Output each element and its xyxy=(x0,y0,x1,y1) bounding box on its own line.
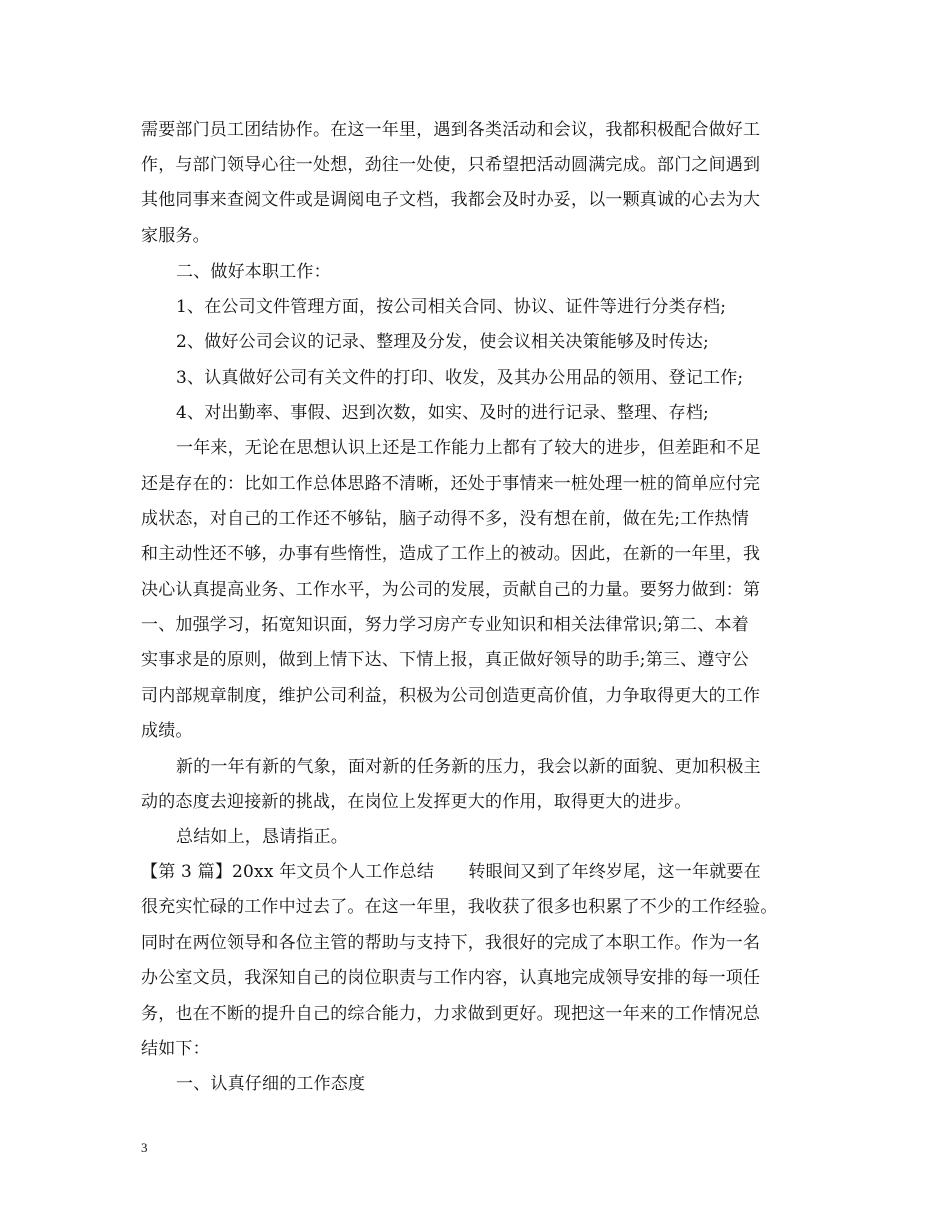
section-heading: 一、认真仔细的工作态度 xyxy=(176,1074,366,1094)
text-line: 和主动性还不够，办事有些惰性，造成了工作上的被动。因此，在新的一年里，我 xyxy=(141,544,761,564)
text-line: 办公室文员，我深知自己的岗位职责与工作内容，认真地完成领导安排的每一项任 xyxy=(141,968,761,988)
page-number: 3 xyxy=(141,1140,148,1155)
text-line: 结如下： xyxy=(141,1039,210,1059)
list-item: 2、做好公司会议的记录、整理及分发，使会议相关决策能够及时传达; xyxy=(176,332,709,352)
text-line: 实事求是的原则，做到上情下达、下情上报，真正做好领导的助手;第三、遵守公 xyxy=(141,650,749,670)
text-line: 还是存在的：比如工作总体思路不清晰，还处于事情来一桩处理一桩的简单应付完 xyxy=(141,474,761,494)
article-heading-line: 【第 3 篇】20xx 年文员个人工作总结 转眼间又到了年终岁尾，这一年就要在 xyxy=(141,862,761,882)
text-line: 成绩。 xyxy=(141,721,193,741)
text-line: 同时在两位领导和各位主管的帮助与支持下，我很好的完成了本职工作。作为一名 xyxy=(141,933,761,953)
text-line: 成状态，对自己的工作还不够钻，脑子动得不多，没有想在前，做在先;工作热情 xyxy=(141,509,749,529)
text-line: 一、加强学习，拓宽知识面，努力学习房产专业知识和相关法律常识;第二、本着 xyxy=(141,615,749,635)
text-line: 务，也在不断的提升自己的综合能力，力求做到更好。现把这一年来的工作情况总 xyxy=(141,1004,761,1024)
text-line: 司内部规章制度，维护公司利益，积极为公司创造更高价值，力争取得更大的工作 xyxy=(141,686,761,706)
text-line: 动的态度去迎接新的挑战，在岗位上发挥更大的作用，取得更大的进步。 xyxy=(141,792,692,812)
text-line: 作，与部门领导心往一处想，劲往一处使，只希望把活动圆满完成。部门之间遇到 xyxy=(141,155,761,175)
section-heading: 二、做好本职工作： xyxy=(176,262,331,282)
list-item: 1、在公司文件管理方面，按公司相关合同、协议、证件等进行分类存档; xyxy=(176,297,727,317)
text-line: 总结如上，恳请指正。 xyxy=(176,827,348,847)
text-line: 家服务。 xyxy=(141,226,210,246)
list-item: 3、认真做好公司有关文件的打印、收发，及其办公用品的领用、登记工作; xyxy=(176,368,744,388)
text-line: 其他同事来查阅文件或是调阅电子文档，我都会及时办妥，以一颗真诚的心去为大 xyxy=(141,190,761,210)
text-line: 新的一年有新的气象，面对新的任务新的压力，我会以新的面貌、更加积极主 xyxy=(176,757,761,777)
text-line: 需要部门员工团结协作。在这一年里，遇到各类活动和会议，我都积极配合做好工 xyxy=(141,120,761,140)
text-line: 很充实忙碌的工作中过去了。在这一年里，我收获了很多也积累了不少的工作经验。 xyxy=(141,897,778,917)
text-line: 决心认真提高业务、工作水平，为公司的发展，贡献自己的力量。要努力做到：第 xyxy=(141,580,761,600)
text-line: 一年来，无论在思想认识上还是工作能力上都有了较大的进步，但差距和不足 xyxy=(176,438,761,458)
list-item: 4、对出勤率、事假、迟到次数，如实、及时的进行记录、整理、存档; xyxy=(176,403,709,423)
